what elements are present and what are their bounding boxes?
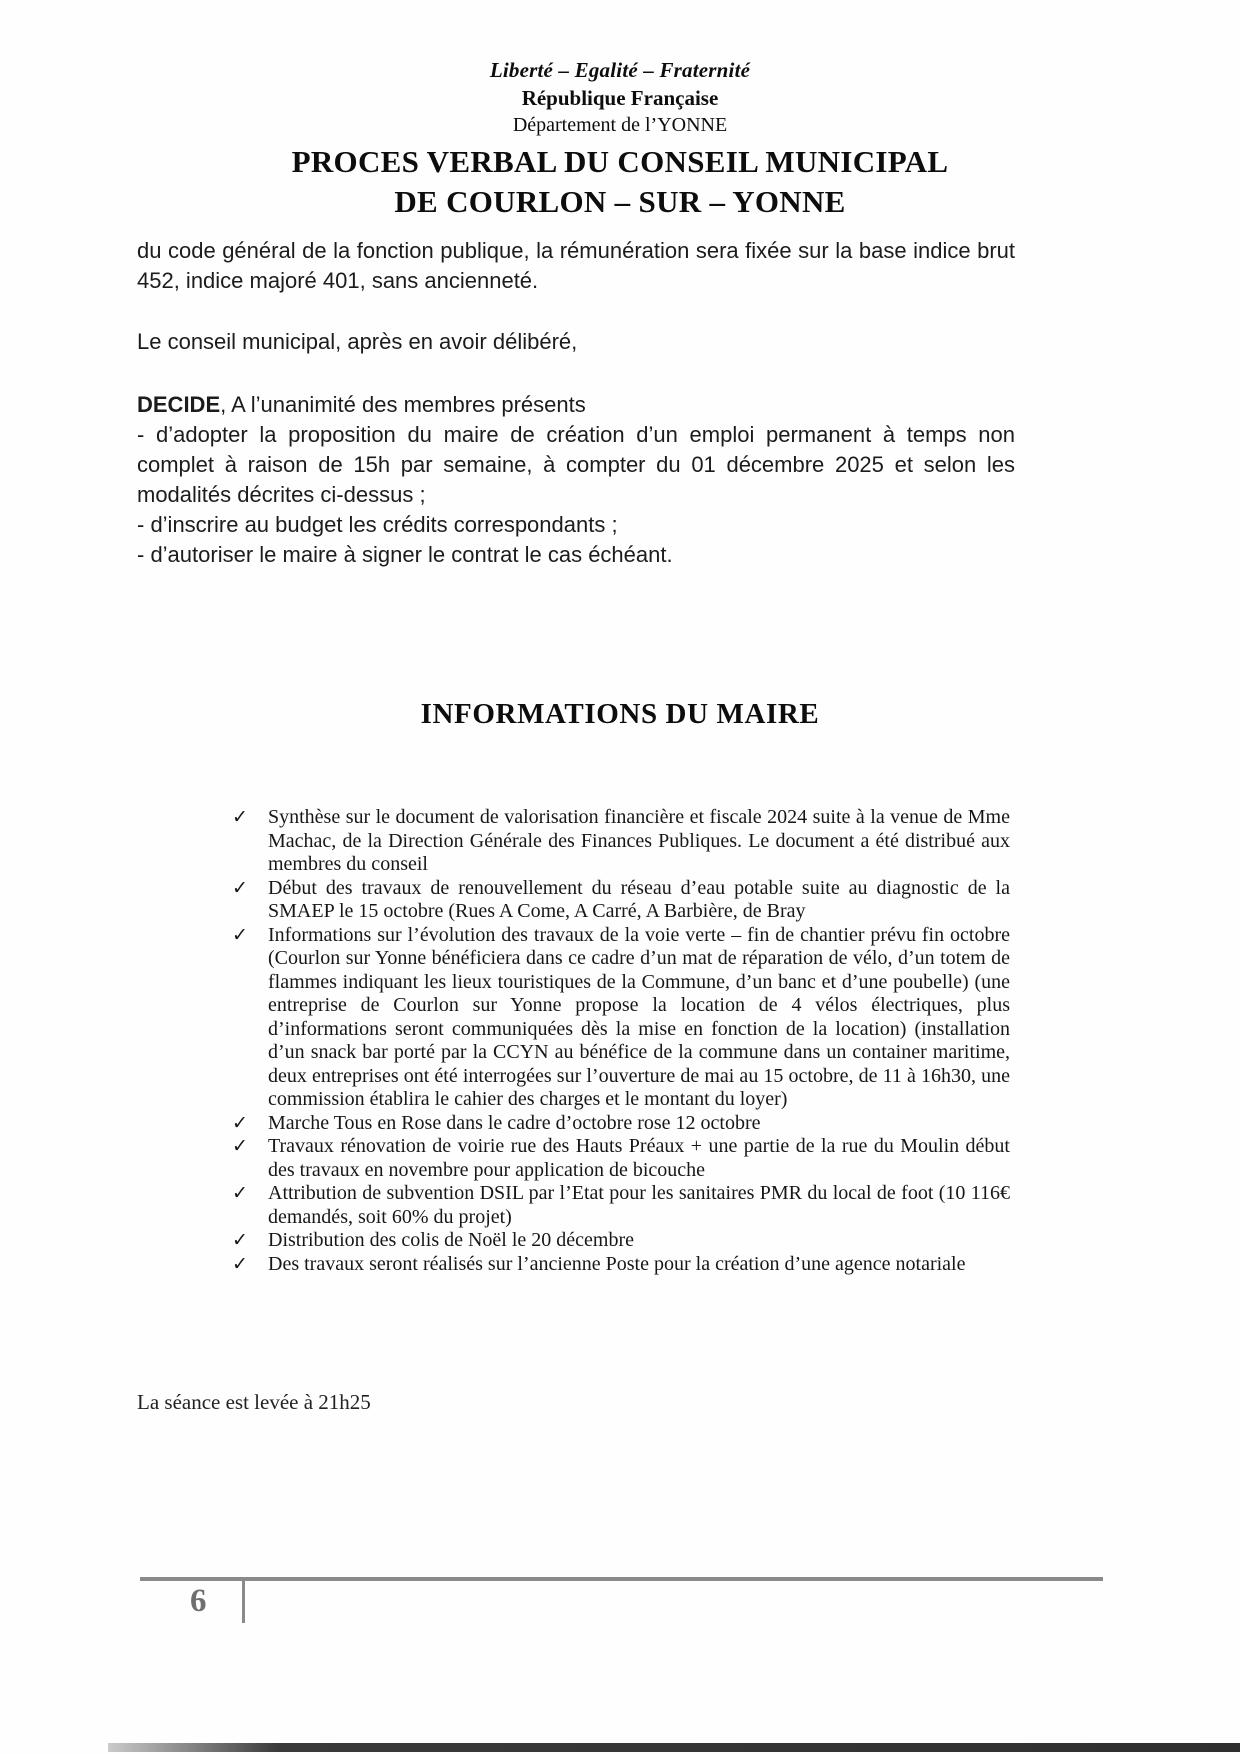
deliberation-section [137,236,1015,570]
closing-line: La séance est levée à 21h25 [137,1390,371,1414]
list-item-text: Des travaux seront réalisés sur l’ancienne Poste pour la création d’une agence notariale [268,1252,966,1275]
list-item-text: Travaux rénovation de voirie rue des Hauts Préaux + une partie de la rue du Moulin début des travaux en novembre pour application de bicouche [268,1135,1010,1181]
checkmark-icon: ✓ [232,807,248,828]
list-item [232,1253,1010,1277]
decide-item: - d’autoriser le maire à signer le contrat le cas échéant. [137,542,673,567]
list-item [232,1135,1010,1182]
decide-rest: , A l’unanimité des membres présents [220,392,586,417]
list-item [232,1112,1010,1136]
page-number: 6 [190,1583,207,1619]
decide-label: DECIDE [137,392,221,417]
list-item [232,1229,1010,1253]
list-item-text: Début des travaux de renouvellement du réseau d’eau potable suite au diagnostic de la SMAEP le 15 octobre (Rues A Come, A Carré, A Barbière, de Bray [268,876,1010,922]
decide-item: - d’inscrire au budget les crédits correspondants ; [137,512,618,537]
document-title-line1: PROCES VERBAL DU CONSEIL MUNICIPAL [291,144,949,179]
motto-line: Liberté – Egalité – Fraternité [489,58,751,82]
footer-rule [140,1577,1103,1581]
department-line: Département de l’YONNE [512,114,728,136]
document-title-line2: DE COURLON – SUR – YONNE [394,184,846,219]
scan-edge-artifact [108,1743,1240,1752]
list-item-text: Synthèse sur le document de valorisation financière et fiscale 2024 suite à la venue de Mme Machac, de la Direction Générale des Finances Publiques. Le document a été distribué aux membres du conseil [268,806,1010,875]
council-line: Le conseil municipal, après en avoir délibéré, [137,329,578,354]
document-header [0,58,1240,220]
list-item-text: Attribution de subvention DSIL par l’Etat pour les sanitaires PMR du local de foot (10 116€ demandés, soit 60% du projet) [268,1182,1010,1228]
checkmark-icon: ✓ [232,1112,248,1134]
checkmark-icon: ✓ [232,1253,248,1275]
checkmark-icon: ✓ [232,877,248,899]
informations-list [232,806,1010,1276]
list-item [232,877,1010,924]
decide-items [137,420,1015,570]
checkmark-icon: ✓ [232,1136,248,1157]
decide-line [137,390,1015,420]
list-item-text: Marche Tous en Rose dans le cadre d’octobre rose 12 octobre [268,1111,761,1134]
decide-item: - d’adopter la proposition du maire de création d’un emploi permanent à temps non complet à raison de 15h par semaine, à compter du 01 décembre 2025 et selon les modalités décrites ci-dessus ; [137,422,1015,507]
informations-heading: INFORMATIONS DU MAIRE [420,698,820,730]
checkmark-icon: ✓ [232,1183,248,1204]
checkmark-icon: ✓ [232,924,248,946]
intro-paragraph: du code général de la fonction publique, la rémunération sera fixée sur la base indice brut 452, indice majoré 401, sans ancienneté. [137,238,1015,293]
list-item [232,924,1010,1112]
list-item [232,806,1010,877]
list-item [232,1182,1010,1229]
republic-line: République Française [521,86,719,110]
list-item-text: Distribution des colis de Noël le 20 décembre [268,1229,635,1251]
checkmark-icon: ✓ [232,1230,248,1251]
page-number-tick [242,1578,245,1623]
list-item-text: Informations sur l’évolution des travaux de la voie verte – fin de chantier prévu fin octobre (Courlon sur Yonne bénéficiera dans ce cadre d’un mat de réparation de vélo, d’un totem de flammes indiquant les lieux touristiques de la Commune, d’un banc et d’une poubelle) (une entreprise de Courlon sur Yonne propose la location de 4 vélos électriques, plus d’informations seront communiquées dès la mise en fonction de la location) (installation d’un snack bar porté par la CCYN au bénéfice de la commune dans un container maritime, deux entreprises ont été interrogées sur l’ouverture de mai au 15 octobre, de 11 à 16h30, une commission établira le cahier des charges et le montant du loyer) [268,923,1010,1110]
